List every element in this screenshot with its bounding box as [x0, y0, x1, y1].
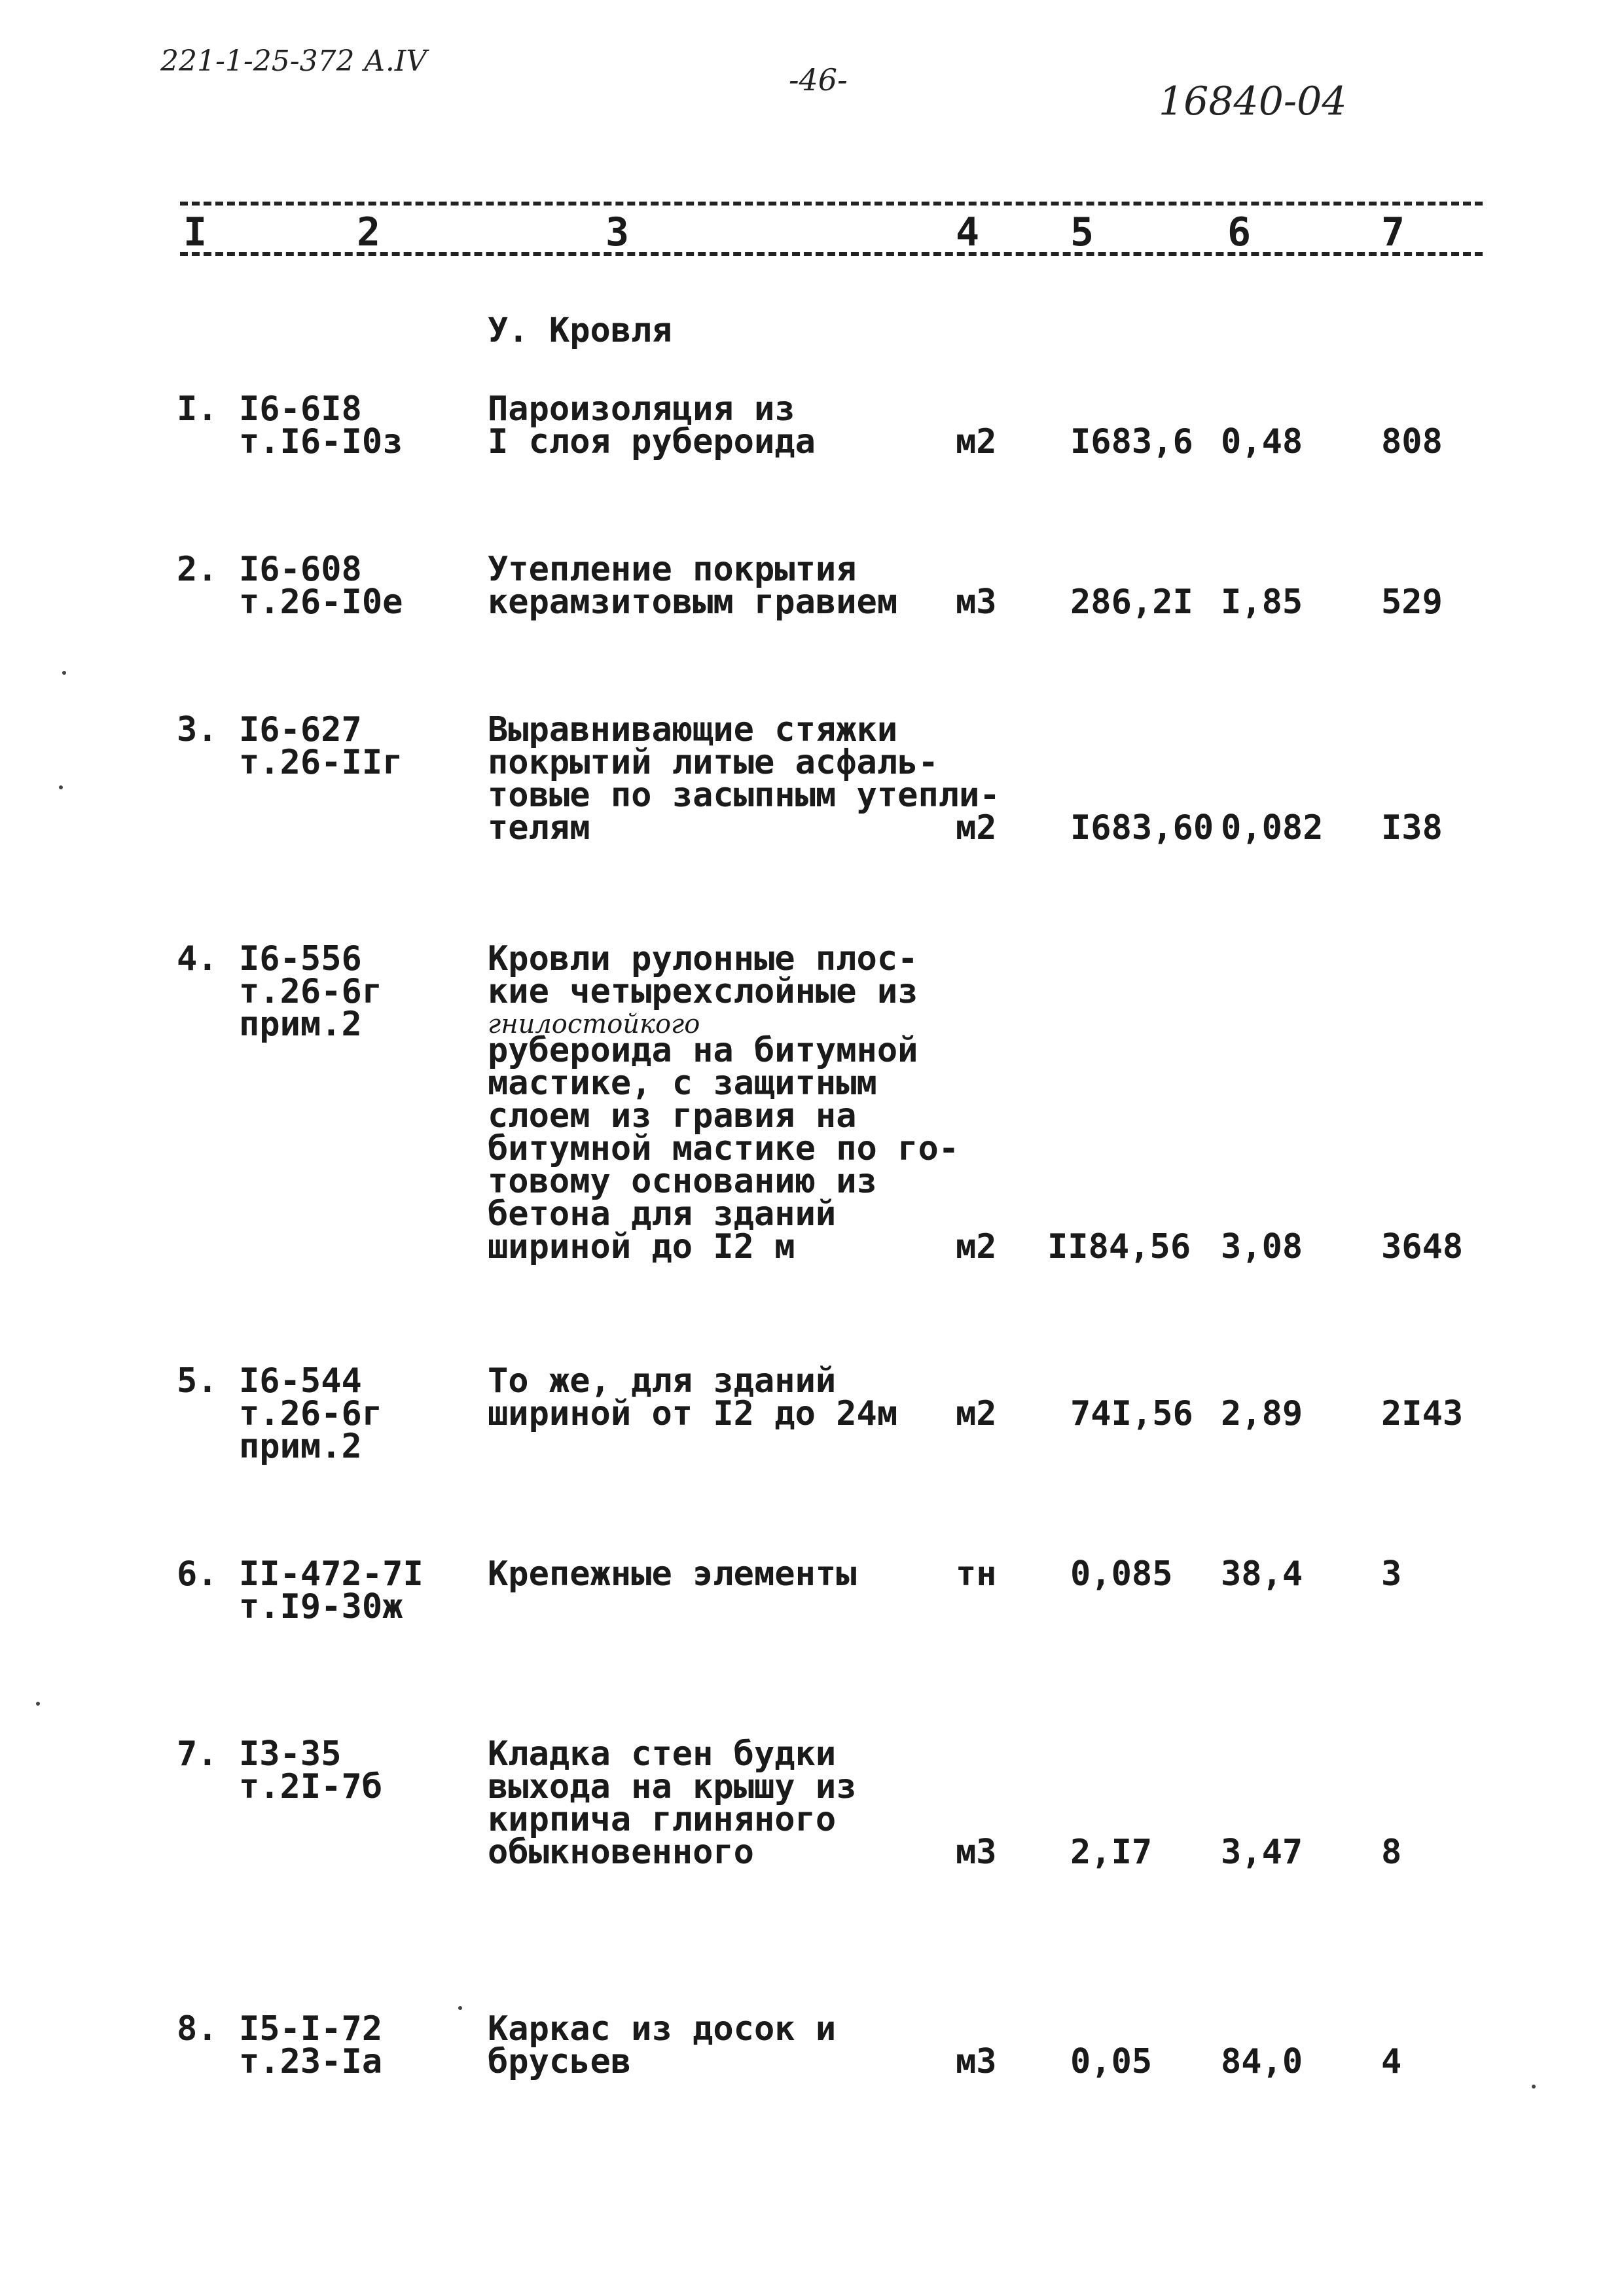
- row-description: Кровли рулонные плос- кие четырехслойные из гнилостойкого рубероида на битумной мастике, с защитным слоем из гравия на битумной мастике по го- товому основанию из бетона для зданий шириной до I2 м: [488, 939, 960, 1266]
- row-unit-price: 0,48: [1221, 422, 1303, 461]
- row-code: I6-556 т.26-6г прим.2: [239, 939, 383, 1044]
- row-unit-price: 2,89: [1221, 1394, 1303, 1433]
- header-rule-top: [180, 202, 1483, 206]
- row-quantity: 2,I7: [1070, 1833, 1153, 1872]
- row-total: 3648: [1381, 1227, 1464, 1266]
- row-unit: м3: [956, 583, 997, 622]
- row-number: 7.: [177, 1734, 218, 1774]
- row-unit-price: I,85: [1221, 583, 1303, 622]
- scan-speck: [59, 785, 63, 789]
- row-total: 4: [1381, 2042, 1402, 2081]
- row-unit-price: 84,0: [1221, 2042, 1303, 2081]
- row-description: Выравнивающие стяжки покрытий литые асфаль- товые по засыпным утепли- телям: [488, 710, 1000, 848]
- row-code: I3-35 т.2I-7б: [239, 1734, 383, 1806]
- row-description: Кладка стен будки выхода на крышу из кирпича глиняного обыкновенного: [488, 1734, 857, 1872]
- row-number: I.: [177, 389, 218, 429]
- row-total: 808: [1381, 422, 1443, 461]
- row-code: I6-608 т.26-I0е: [239, 550, 403, 622]
- scan-speck: [458, 2006, 462, 2010]
- row-total: 2I43: [1381, 1394, 1464, 1433]
- row-total: I38: [1381, 808, 1443, 848]
- row-description: Пароизоляция из I слоя рубероида: [488, 389, 816, 461]
- scan-speck: [1532, 2085, 1536, 2089]
- row-description: Крепежные элементы: [488, 1554, 857, 1594]
- column-header-1: I: [183, 209, 208, 255]
- row-unit-price: 3,08: [1221, 1227, 1303, 1266]
- row-total: 8: [1381, 1833, 1402, 1872]
- row-unit: тн: [956, 1554, 997, 1594]
- page-number: -46-: [789, 62, 848, 98]
- row-unit: м2: [956, 1394, 997, 1433]
- column-header-4: 4: [956, 209, 980, 255]
- column-header-7: 7: [1381, 209, 1405, 255]
- row-unit: м3: [956, 2042, 997, 2081]
- row-unit-price: 3,47: [1221, 1833, 1303, 1872]
- row-unit: м2: [956, 808, 997, 848]
- row-quantity: 0,05: [1070, 2042, 1153, 2081]
- row-number: 4.: [177, 939, 218, 978]
- row-code: II-472-7I т.I9-30ж: [239, 1554, 424, 1626]
- row-unit: м2: [956, 1227, 997, 1266]
- row-quantity: II84,56: [1047, 1227, 1191, 1266]
- row-quantity: 74I,56: [1070, 1394, 1193, 1433]
- row-number: 6.: [177, 1554, 218, 1594]
- scan-speck: [62, 671, 66, 675]
- row-total: 529: [1381, 583, 1443, 622]
- row-number: 5.: [177, 1361, 218, 1401]
- row-code: I5-I-72 т.23-Iа: [239, 2009, 383, 2081]
- row-unit: м3: [956, 1833, 997, 1872]
- row-total: 3: [1381, 1554, 1402, 1594]
- row-unit-price: 38,4: [1221, 1554, 1303, 1594]
- row-number: 8.: [177, 2009, 218, 2049]
- column-header-2: 2: [357, 209, 381, 255]
- row-code: I6-627 т.26-IIг: [239, 710, 403, 782]
- row-description: Каркас из досок и брусьев: [488, 2009, 837, 2081]
- row-unit: м2: [956, 422, 997, 461]
- row-number: 2.: [177, 550, 218, 589]
- row-quantity: 0,085: [1070, 1554, 1173, 1594]
- document-code: 221-1-25-372 А.IV: [160, 45, 427, 78]
- column-header-6: 6: [1227, 209, 1252, 255]
- row-code: I6-6I8 т.I6-I0з: [239, 389, 403, 461]
- row-number: 3.: [177, 710, 218, 749]
- row-quantity: I683,6: [1070, 422, 1193, 461]
- row-quantity: 286,2I: [1070, 583, 1193, 622]
- row-quantity: I683,60: [1070, 808, 1214, 848]
- scan-speck: [36, 1702, 40, 1706]
- handwritten-insertion: гнилостойкого: [488, 1009, 700, 1039]
- column-header-5: 5: [1070, 209, 1094, 255]
- header-rule-bottom: [180, 252, 1483, 256]
- row-unit-price: 0,082: [1221, 808, 1324, 848]
- column-header-3: 3: [605, 209, 630, 255]
- row-description: Утепление покрытия керамзитовым гравием: [488, 550, 898, 622]
- row-code: I6-544 т.26-6г прим.2: [239, 1361, 383, 1466]
- row-description: То же, для зданий шириной от I2 до 24м: [488, 1361, 898, 1433]
- section-title: У. Кровля: [488, 311, 672, 350]
- document-number: 16840-04: [1159, 79, 1347, 124]
